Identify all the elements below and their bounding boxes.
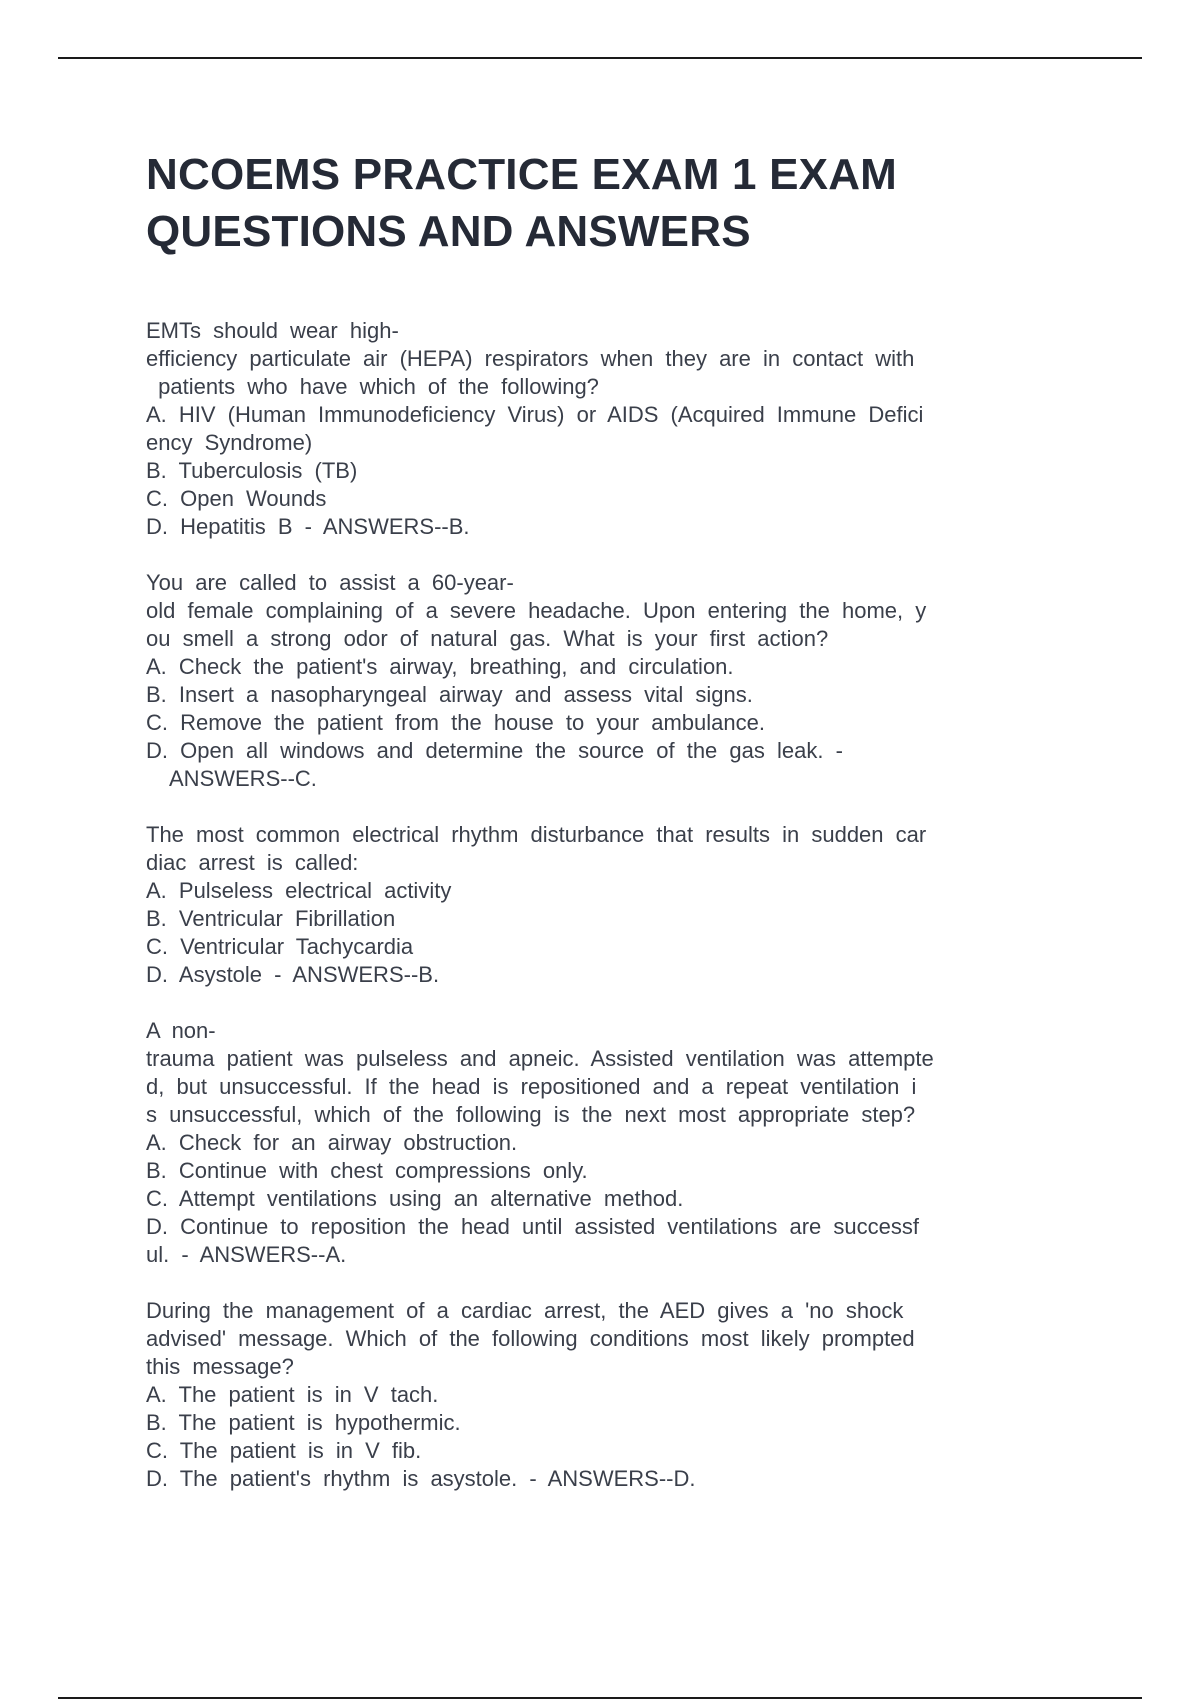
question-block bbox=[146, 821, 1061, 989]
bottom-rule bbox=[58, 1697, 1142, 1699]
question-line: advised' message. Which of the following conditions most likely prompted bbox=[146, 1326, 915, 1351]
title-line: NCOEMS PRACTICE EXAM 1 EXAM bbox=[146, 150, 898, 199]
question-line: C. Open Wounds bbox=[146, 486, 327, 511]
question-line: ANSWERS--C. bbox=[146, 766, 317, 791]
question-line: C. Ventricular Tachycardia bbox=[146, 934, 414, 959]
question-block bbox=[146, 569, 1061, 793]
question-line: C. The patient is in V fib. bbox=[146, 1438, 422, 1463]
question-line: s unsuccessful, which of the following is the next most appropriate step? bbox=[146, 1102, 916, 1127]
question-line: patients who have which of the following? bbox=[146, 374, 599, 399]
question-line: d, but unsuccessful. If the head is repositioned and a repeat ventilation i bbox=[146, 1074, 917, 1099]
question-line: The most common electrical rhythm disturbance that results in sudden car bbox=[146, 822, 927, 847]
question-line: EMTs should wear high- bbox=[146, 318, 399, 343]
question-line: D. The patient's rhythm is asystole. - ANSWERS--D. bbox=[146, 1466, 696, 1491]
question-line: D. Continue to reposition the head until assisted ventilations are successf bbox=[146, 1214, 919, 1239]
question-line: C. Remove the patient from the house to your ambulance. bbox=[146, 710, 765, 735]
question-line: B. Tuberculosis (TB) bbox=[146, 458, 358, 483]
question-line: diac arrest is called: bbox=[146, 850, 359, 875]
question-line: During the management of a cardiac arrest, the AED gives a 'no shock bbox=[146, 1298, 904, 1323]
question-line: D. Hepatitis B - ANSWERS--B. bbox=[146, 514, 470, 539]
question-line: efficiency particulate air (HEPA) respirators when they are in contact with bbox=[146, 346, 915, 371]
question-line: B. Insert a nasopharyngeal airway and assess vital signs. bbox=[146, 682, 753, 707]
question-line: D. Open all windows and determine the source of the gas leak. - bbox=[146, 738, 843, 763]
question-line: trauma patient was pulseless and apneic. Assisted ventilation was attempte bbox=[146, 1046, 934, 1071]
question-block bbox=[146, 317, 1061, 541]
question-line: ency Syndrome) bbox=[146, 430, 313, 455]
question-list bbox=[146, 317, 1061, 1493]
question-block bbox=[146, 1297, 1061, 1493]
question-line: B. Continue with chest compressions only. bbox=[146, 1158, 588, 1183]
question-line: D. Asystole - ANSWERS--B. bbox=[146, 962, 440, 987]
question-line: A. Pulseless electrical activity bbox=[146, 878, 452, 903]
question-line: A. HIV (Human Immunodeficiency Virus) or AIDS (Acquired Immune Defici bbox=[146, 402, 924, 427]
document-title bbox=[146, 146, 1061, 260]
question-line: C. Attempt ventilations using an alternative method. bbox=[146, 1186, 684, 1211]
question-line: ou smell a strong odor of natural gas. What is your first action? bbox=[146, 626, 829, 651]
question-line: A non- bbox=[146, 1018, 216, 1043]
question-line: A. Check for an airway obstruction. bbox=[146, 1130, 518, 1155]
question-line: B. The patient is hypothermic. bbox=[146, 1410, 461, 1435]
question-line: A. Check the patient's airway, breathing, and circulation. bbox=[146, 654, 734, 679]
question-line: A. The patient is in V tach. bbox=[146, 1382, 439, 1407]
document-body bbox=[146, 146, 1061, 1521]
question-line: You are called to assist a 60-year- bbox=[146, 570, 514, 595]
question-line: this message? bbox=[146, 1354, 294, 1379]
top-rule bbox=[58, 57, 1142, 59]
question-block bbox=[146, 1017, 1061, 1269]
title-line: QUESTIONS AND ANSWERS bbox=[146, 207, 751, 256]
question-line: old female complaining of a severe headache. Upon entering the home, y bbox=[146, 598, 927, 623]
question-line: ul. - ANSWERS--A. bbox=[146, 1242, 347, 1267]
question-line: B. Ventricular Fibrillation bbox=[146, 906, 396, 931]
